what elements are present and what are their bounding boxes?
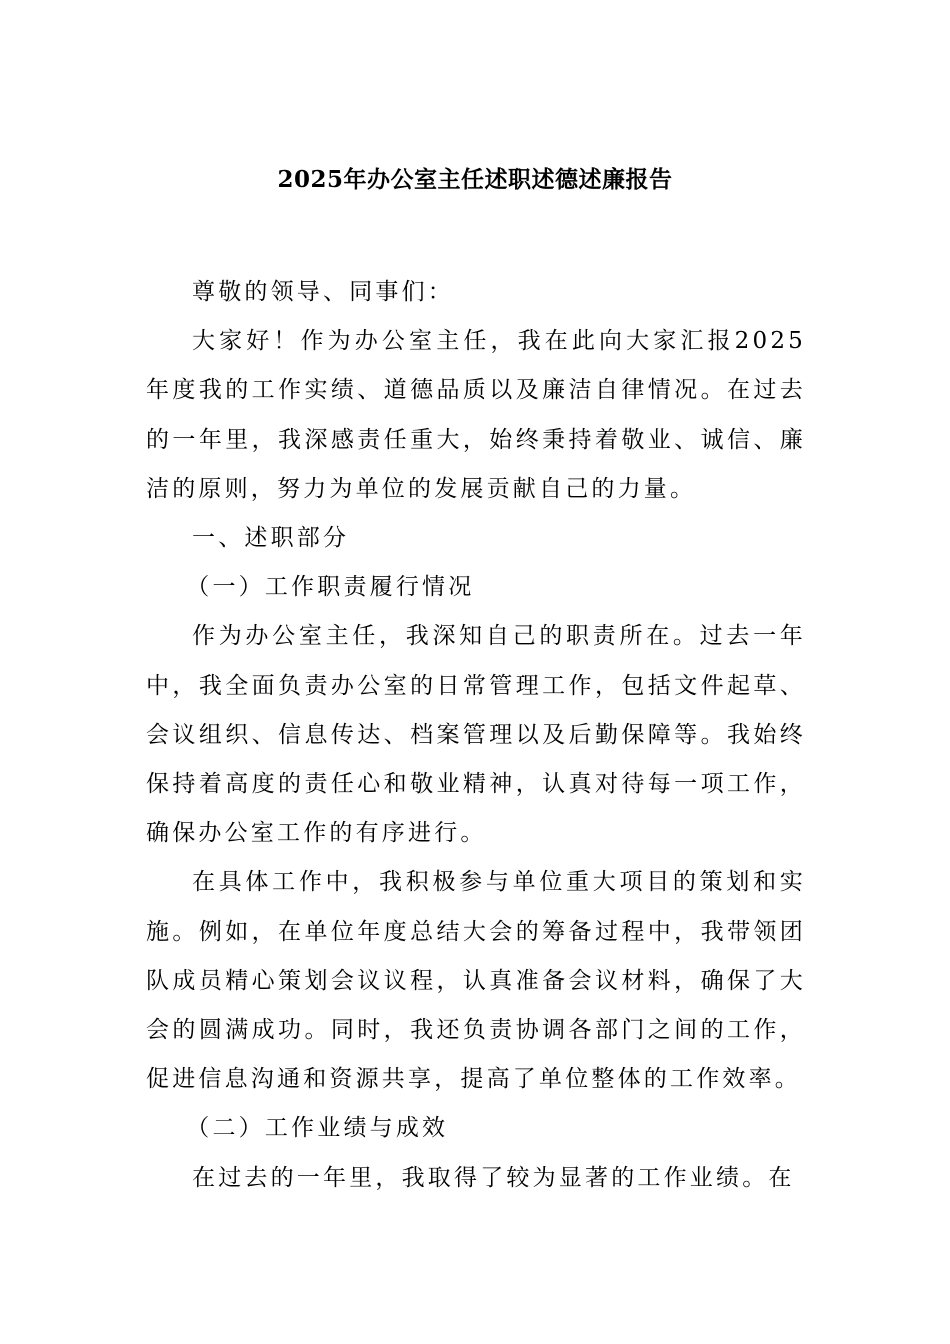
document-title: 2025年办公室主任述职述德述廉报告 [277, 166, 673, 193]
section-heading-1: 一、述职部分 [192, 525, 350, 552]
salutation-paragraph: 尊敬的领导、同事们： [192, 279, 454, 305]
intro-paragraph: 大家好！作为办公室主任，我在此向大家汇报2025年度我的工作实绩、道德品质以及廉洁自律情况。在过去的一年里，我深感责任重大，始终秉持着敬业、诚信、廉洁的原则，努力为单位的发展贡献自己的力量。 [146, 328, 806, 502]
projects-paragraph: 在具体工作中，我积极参与单位重大项目的策划和实施。例如，在单位年度总结大会的筹备过程中，我带领团队成员精心策划会议议程，认真准备会议材料，确保了大会的圆满成功。同时，我还负责协调各部门之间的工作，促进信息沟通和资源共享，提高了单位整体的工作效率。 [146, 869, 806, 1093]
achievements-paragraph: 在过去的一年里，我取得了较为显著的工作业绩。在 [192, 1164, 795, 1191]
subsection-heading-1: （一）工作职责履行情况 [186, 574, 475, 601]
subsection-heading-2: （二）工作业绩与成效 [186, 1115, 449, 1142]
duties-paragraph: 作为办公室主任，我深知自己的职责所在。过去一年中，我全面负责办公室的日常管理工作，包括文件起草、会议组织、信息传达、档案管理以及后勤保障等。我始终保持着高度的责任心和敬业精神，认真对待每一项工作，确保办公室工作的有序进行。 [146, 623, 806, 847]
document-body [146, 268, 806, 1203]
